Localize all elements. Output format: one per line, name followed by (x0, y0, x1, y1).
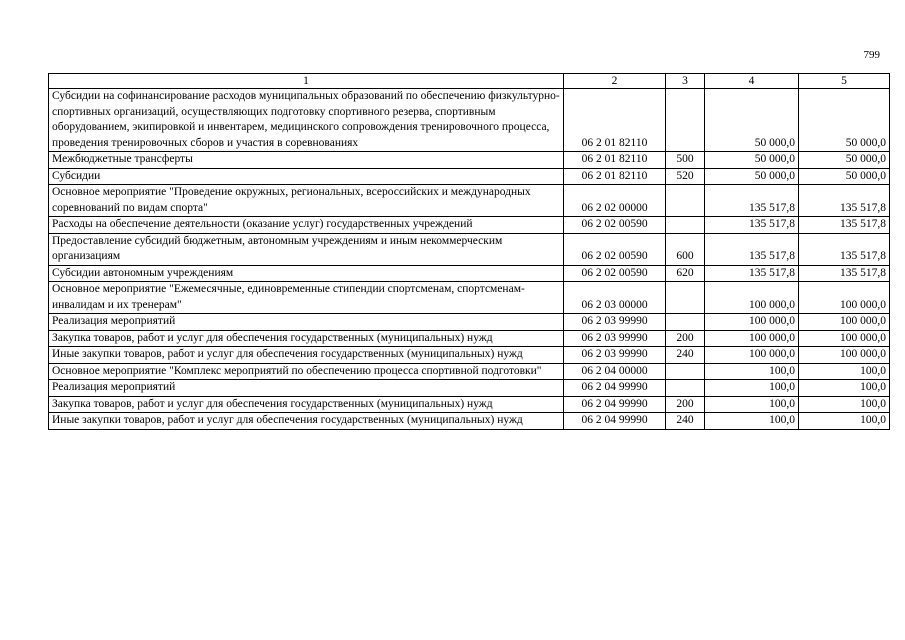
column-header: 5 (799, 74, 890, 89)
table-row (49, 282, 890, 314)
row-amount-col4: 100 000,0 (705, 282, 799, 314)
row-code: 06 2 03 99990 (564, 314, 666, 331)
row-code: 06 2 03 99990 (564, 330, 666, 347)
row-expense-type (666, 314, 705, 331)
row-amount-col5: 135 517,8 (799, 233, 890, 265)
row-description: Закупка товаров, работ и услуг для обеспечения государственных (муниципальных) нужд (49, 396, 564, 413)
row-expense-type (666, 282, 705, 314)
row-amount-col5: 100 000,0 (799, 282, 890, 314)
row-expense-type: 200 (666, 330, 705, 347)
table-row (49, 330, 890, 347)
row-amount-col5: 50 000,0 (799, 152, 890, 169)
row-expense-type: 240 (666, 347, 705, 364)
row-description: Реализация мероприятий (49, 380, 564, 397)
table-row (49, 217, 890, 234)
row-code: 06 2 03 99990 (564, 347, 666, 364)
row-description: Основное мероприятие "Комплекс мероприятий по обеспечению процесса спортивной подготовки" (49, 363, 564, 380)
row-code: 06 2 02 00590 (564, 217, 666, 234)
row-code: 06 2 02 00000 (564, 185, 666, 217)
row-expense-type: 520 (666, 168, 705, 185)
row-code: 06 2 01 82110 (564, 89, 666, 152)
row-amount-col4: 100,0 (705, 396, 799, 413)
row-amount-col5: 100 000,0 (799, 330, 890, 347)
row-amount-col5: 100,0 (799, 413, 890, 430)
table-row (49, 363, 890, 380)
row-amount-col4: 50 000,0 (705, 152, 799, 169)
column-header: 1 (49, 74, 564, 89)
row-description: Субсидии на софинансирование расходов муниципальных образований по обеспечению физкультурно-спортивных организаций, осуществляющих подготовку спортивного резерва, спортивным оборудованием, экипировкой и инвентарем, медицинского сопровождения тренировочного процесса, проведения тренировочных сборов и участия в соревнованиях (49, 89, 564, 152)
row-expense-type: 600 (666, 233, 705, 265)
row-amount-col4: 50 000,0 (705, 89, 799, 152)
row-expense-type: 240 (666, 413, 705, 430)
row-amount-col5: 135 517,8 (799, 185, 890, 217)
table-row (49, 347, 890, 364)
table-row (49, 233, 890, 265)
row-code: 06 2 04 99990 (564, 413, 666, 430)
row-amount-col4: 100 000,0 (705, 314, 799, 331)
row-expense-type: 200 (666, 396, 705, 413)
row-expense-type (666, 185, 705, 217)
row-amount-col4: 135 517,8 (705, 217, 799, 234)
row-amount-col5: 50 000,0 (799, 168, 890, 185)
row-description: Субсидии автономным учреждениям (49, 265, 564, 282)
row-amount-col4: 135 517,8 (705, 185, 799, 217)
row-amount-col4: 135 517,8 (705, 265, 799, 282)
row-code: 06 2 02 00590 (564, 233, 666, 265)
row-code: 06 2 01 82110 (564, 152, 666, 169)
row-expense-type (666, 363, 705, 380)
row-expense-type (666, 89, 705, 152)
table-row (49, 396, 890, 413)
row-code: 06 2 04 99990 (564, 396, 666, 413)
row-amount-col5: 50 000,0 (799, 89, 890, 152)
row-amount-col4: 100 000,0 (705, 330, 799, 347)
row-description: Субсидии (49, 168, 564, 185)
table-row (49, 152, 890, 169)
table-row (49, 380, 890, 397)
row-amount-col5: 100,0 (799, 396, 890, 413)
row-description: Предоставление субсидий бюджетным, автономным учреждениям и иным некоммерческим организациям (49, 233, 564, 265)
row-code: 06 2 04 99990 (564, 380, 666, 397)
row-amount-col4: 50 000,0 (705, 168, 799, 185)
row-amount-col4: 100 000,0 (705, 347, 799, 364)
row-expense-type: 500 (666, 152, 705, 169)
row-amount-col4: 100,0 (705, 413, 799, 430)
row-code: 06 2 01 82110 (564, 168, 666, 185)
column-header: 3 (666, 74, 705, 89)
row-description: Реализация мероприятий (49, 314, 564, 331)
row-amount-col5: 100 000,0 (799, 314, 890, 331)
row-description: Основное мероприятие "Ежемесячные, единовременные стипендии спортсменам, спортсменам-инвалидам и их тренерам" (49, 282, 564, 314)
table-row (49, 185, 890, 217)
row-amount-col5: 100,0 (799, 380, 890, 397)
page-number: 799 (863, 49, 880, 61)
row-code: 06 2 02 00590 (564, 265, 666, 282)
row-expense-type (666, 217, 705, 234)
row-amount-col5: 100 000,0 (799, 347, 890, 364)
row-expense-type (666, 380, 705, 397)
table-row (49, 168, 890, 185)
column-header: 2 (564, 74, 666, 89)
row-code: 06 2 04 00000 (564, 363, 666, 380)
row-description: Иные закупки товаров, работ и услуг для обеспечения государственных (муниципальных) нужд (49, 347, 564, 364)
row-amount-col4: 100,0 (705, 380, 799, 397)
row-amount-col4: 100,0 (705, 363, 799, 380)
row-amount-col4: 135 517,8 (705, 233, 799, 265)
table-header-row (49, 74, 890, 89)
row-description: Расходы на обеспечение деятельности (оказание услуг) государственных учреждений (49, 217, 564, 234)
row-description: Основное мероприятие "Проведение окружных, региональных, всероссийских и международных соревнований по видам спорта" (49, 185, 564, 217)
budget-table (48, 73, 890, 430)
row-amount-col5: 100,0 (799, 363, 890, 380)
row-expense-type: 620 (666, 265, 705, 282)
table-row (49, 413, 890, 430)
row-description: Закупка товаров, работ и услуг для обеспечения государственных (муниципальных) нужд (49, 330, 564, 347)
row-amount-col5: 135 517,8 (799, 217, 890, 234)
table-row (49, 89, 890, 152)
row-description: Межбюджетные трансферты (49, 152, 564, 169)
table-row (49, 314, 890, 331)
row-description: Иные закупки товаров, работ и услуг для обеспечения государственных (муниципальных) нужд (49, 413, 564, 430)
column-header: 4 (705, 74, 799, 89)
table-row (49, 265, 890, 282)
row-code: 06 2 03 00000 (564, 282, 666, 314)
row-amount-col5: 135 517,8 (799, 265, 890, 282)
